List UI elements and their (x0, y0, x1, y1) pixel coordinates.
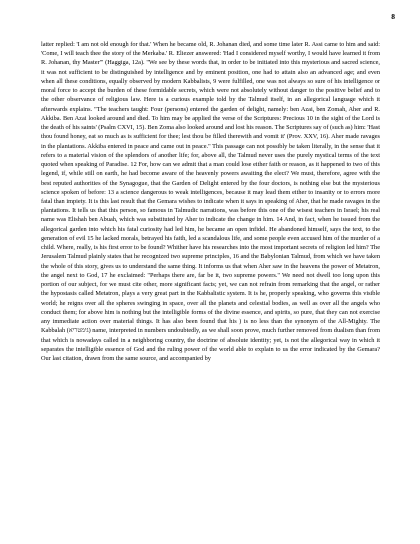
body-paragraph: latter replied: 'I am not old enough for that.' When he became old, R. Johanan died, and some time later R. Assi came to him and said: 'Come, I will teach thee the story of the Merkaba.' R. Eliezer answered: 'Had I considered myself worthy, I would have learned it from R. Johanan, thy Master'" (Haggiga, 12a). "We see by these words that, in order to be initiated into this mysterious and sacred science, it was not sufficient to be distinguished by intelligence and by eminent position, one had to attain also an advanced age; and even when all these conditions, equally observed by modern Kabbalists, 9 were fulfilled, one was not always so sure of his intelligence or moral force to accept the burden of these formidable secrets, which were not absolutely without danger to the positive belief and to the other observance of religious law. Here is a curious example told by the Talmud itself, in an allegorical language which it afterwards explains. "The teachers taught: Four (persons) entered the garden of delight, namely: ben Azai, ben Zomah, Aher and R. Akkiba. Ben Azai looked around and died. To him may be applied the verse of the Scriptures: Precious 10 in the sight of the Lord is the death of his saints' (Psalm CXVI, 15). Ben Zoma also looked around and lost his reason. The Scriptures say of (such as) him: 'Hast thou found honey, eat so much as is sufficient for thee; lest thou be filled therewith and vomit it' (Prov. XXV, 16). Aher made ravages in the plantations. Akkiba entered in peace and came out in peace." This passage can not possibly be taken literally, in the sense that it refers to a material vision of the splendors of another life; for, above all, the Talmud never uses the purely mystical terms of the text quoted when speaking of Paradise. 12 For, how can we admit that a man could lose either faith or reason, as it happened to two of this legend, if, while still on earth, he had become aware of the heavenly powers awaiting the elect? We must, therefore, agree with the best reputed authorities of the Synagogue, that the Garden of Delight entered by the four doctors, is nothing else but the mysterious science spoken of before: 13 a science dangerous to weak intelligences, because it may lead them either to insanity or to errors more fatal than impiety. It is this last result that the Gemara wishes to indicate when it says in speaking of Aher, that he made ravages in the plantations. It tells us that this person, so famous in Talmudic narrations, was before this one of the wisest teachers in Israel; his real name was Elishah ben Abuah, which was substituted by Aher to indicate the change in him. 14 And, in fact, when he issued from the allegorical garden into which his fatal curiosity had led him, he became an open infidel. He abandoned himself, says the text, to the generation of evil 15 he lacked morals, betrayed his faith, led a scandalous life, and some people even accused him of the murder of a child. Where, really, is his first error to be found? Whither have his researches into the most important secrets of religion led him? The Jerusalem Talmud plainly states that he recognized two supreme principles, 16 and the Babylonian Talmud, from which we have taken the whole of this story, gives us to understand the same thing. It informs us that when Aher saw in the heavens the power of Metatron, the angel next to God, 17 he exclaimed: "Perhaps there are, far be it, two supreme powers." We need not dwell too long upon this portion of our subject, for we must cite other, more significant facts; yet, we can not refrain from remarking that the angel, or rather the hypostasis called Metatron, plays a very great part in the Kabbalistic system. It is he, properly speaking, who governs this visible world; he reigns over all the spheres swinging in space, over all the planets and celestial bodies, as well as over all the angels who conduct them; for above him is nothing but the intelligible forms of the divine essence, and spirits, so pure, that they can not exercise any immediate action over material things. It has also been found that his ) is no less than the synonym of the All-Mighty. The Kabbalah (גימטריא) name, interpreted in numbers undoubtedly, as we shall soon prove, much further removed from dualism than from that which is nowadays called in a neighboring country, the doctrine of absolute identity; yet, is not the allegorical way in which it separates the intelligible essence of God and the ruling power of the world able to explain to us the error indicated by the Gemara? Our last citation, drawn from the same source, and accompanied by (41, 41, 380, 362)
page-number: 8 (391, 12, 395, 21)
body-text (41, 40, 380, 528)
